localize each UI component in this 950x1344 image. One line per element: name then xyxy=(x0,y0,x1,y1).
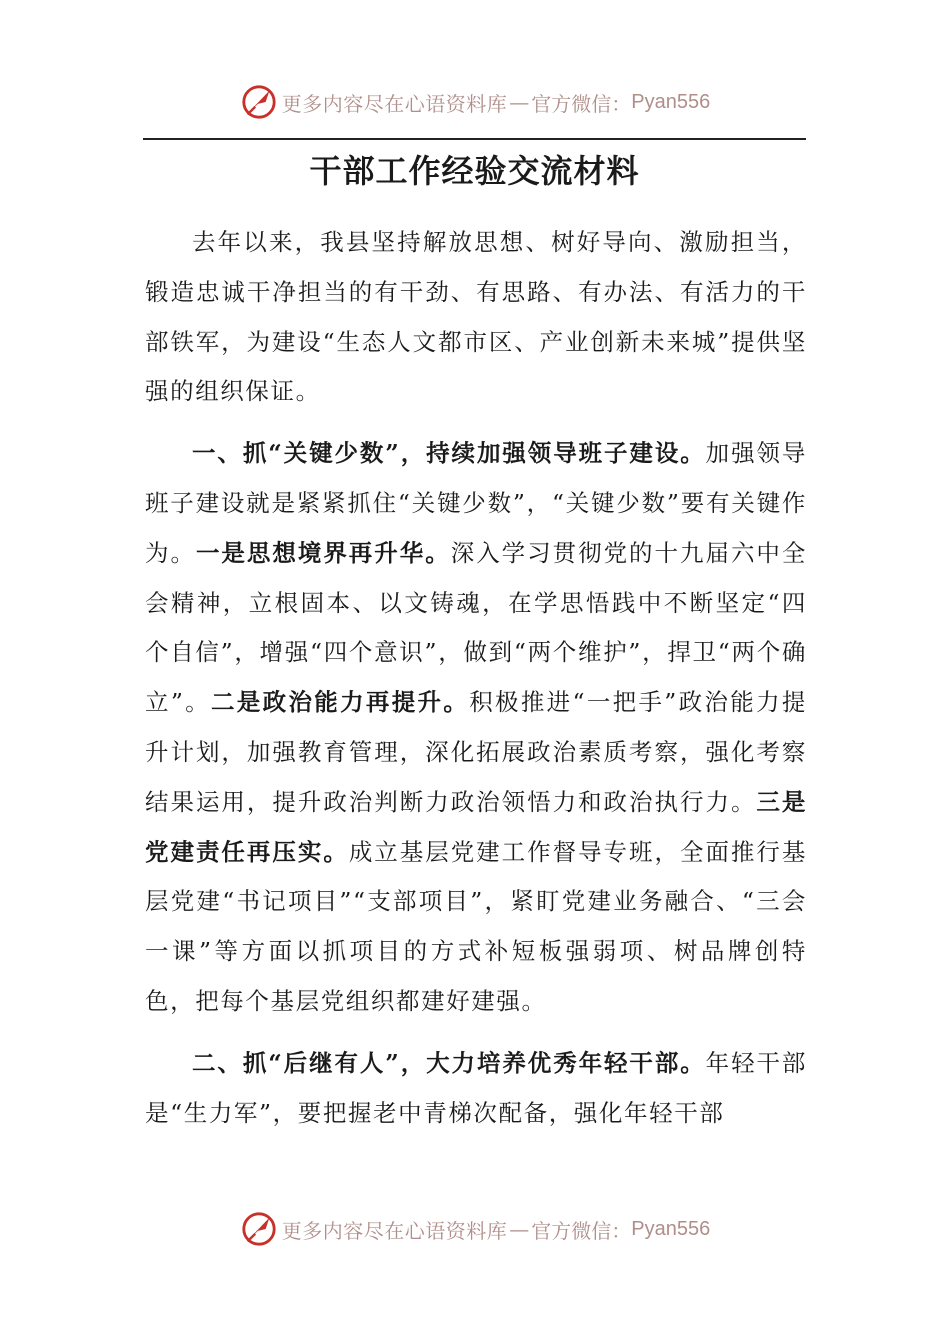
paragraph-section-2 xyxy=(145,1039,807,1139)
quill-logo-icon xyxy=(240,1210,278,1248)
section-1-point-2: 二是政治能力再提升。 xyxy=(210,688,470,717)
section-1-point-1-text: 深入学习贯彻党的十九届六中全会精神，立根固本、以文铸魂，在学思悟践中不断坚定“四个自信”，增强“四个意识”，做到“两个维护”，捍卫“两个确立”。 xyxy=(145,538,808,717)
footer-banner xyxy=(0,1209,950,1249)
header-banner xyxy=(0,82,950,122)
section-1-heading: 一、抓“关键少数”，持续加强领导班子建设。 xyxy=(192,439,706,468)
paragraph-intro: 去年以来，我县坚持解放思想、树好导向、激励担当，锻造忠诚干净担当的有干劲、有思路、有办法、有活力的干部铁军，为建设“生态人文都市区、产业创新未来城”提供坚强的组织保证。 xyxy=(145,228,807,406)
banner-contact-id: Pyan556 xyxy=(631,90,711,113)
banner-separator: — xyxy=(509,90,530,114)
section-1-text: 加强领导班子建设就是紧紧抓住“关键少数”，“关键少数”要有关键作为。 xyxy=(145,439,807,567)
section-2-text: 年轻干部是“生力军”，要把握老中青梯次配备，强化年轻干部 xyxy=(145,1048,807,1127)
banner-text: 更多内容尽在心语资料库 xyxy=(281,91,508,116)
paragraph-section-1 xyxy=(145,429,807,1027)
banner-separator: — xyxy=(509,1217,530,1241)
banner-contact-id: Pyan556 xyxy=(631,1217,711,1240)
banner-contact-label: 官方微信： xyxy=(531,1218,632,1243)
banner-text: 更多内容尽在心语资料库 xyxy=(281,1218,508,1243)
document-title: 干部工作经验交流材料 xyxy=(309,152,640,190)
banner-contact-label: 官方微信： xyxy=(531,91,632,116)
document-body xyxy=(145,218,807,1138)
quill-logo-icon xyxy=(240,83,278,121)
section-1-point-3: 三是党建责任再压实。 xyxy=(145,787,807,866)
section-1-point-3-text: 成立基层党建工作督导专班，全面推行基层党建“书记项目”“支部项目”，紧盯党建业务融合、“三会一课”等方面以抓项目的方式补短板强弱项、树品牌创特色，把每个基层党组织都建好建强。 xyxy=(145,837,807,1015)
section-1-point-1: 一是思想境界再升华。 xyxy=(195,538,451,567)
section-2-heading: 二、抓“后继有人”，大力培养优秀年轻干部。 xyxy=(192,1048,706,1077)
header-rule xyxy=(143,138,806,140)
section-1-point-2-text: 积极推进“一把手”政治能力提升计划，加强教育管理，深化拓展政治素质考察，强化考察结果运用，提升政治判断力政治领悟力和政治执行力。 xyxy=(145,688,807,816)
